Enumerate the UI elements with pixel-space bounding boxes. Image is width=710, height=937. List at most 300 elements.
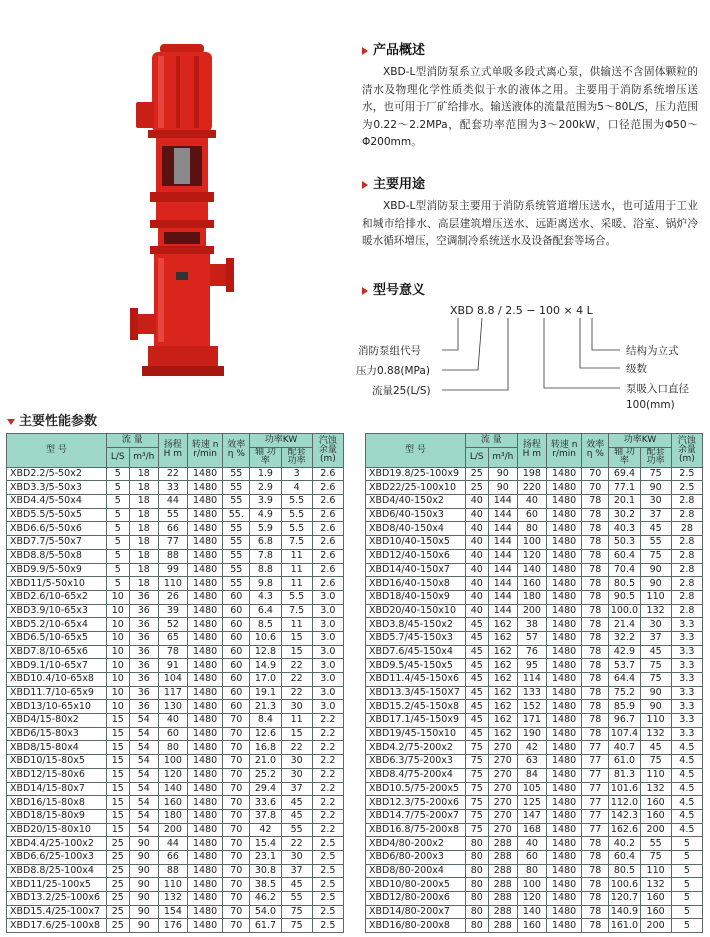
- table-cell: 78: [582, 590, 609, 604]
- table-cell: XBD8.8/5-50x8: [7, 549, 107, 563]
- table-cell: 2.8: [671, 563, 702, 577]
- table-cell: 90: [129, 905, 158, 919]
- table-cell: 80: [465, 850, 488, 864]
- table-cell: 144: [488, 604, 517, 618]
- table-cell: 15: [106, 768, 129, 782]
- table-cell: 54: [129, 768, 158, 782]
- table-cell: 18: [129, 577, 158, 591]
- table-cell: 110: [158, 577, 187, 591]
- table-cell: 10: [106, 631, 129, 645]
- table-cell: 54: [129, 714, 158, 728]
- table-cell: 5: [106, 536, 129, 550]
- table-cell: 1480: [187, 481, 222, 495]
- table-cell: 15: [106, 755, 129, 769]
- table-cell: 1480: [187, 919, 222, 933]
- table-cell: 45: [281, 796, 312, 810]
- table-cell: 132: [158, 892, 187, 906]
- table-row: [7, 796, 344, 810]
- table-cell: 76: [517, 645, 546, 659]
- table-cell: 5: [106, 481, 129, 495]
- table-cell: 162: [488, 631, 517, 645]
- table-cell: 78: [582, 864, 609, 878]
- table-cell: 11: [281, 577, 312, 591]
- table-cell: 4: [281, 481, 312, 495]
- table-cell: 37: [281, 864, 312, 878]
- table-cell: 3.0: [312, 590, 343, 604]
- table-cell: 70: [582, 481, 609, 495]
- table-row: [7, 467, 344, 481]
- table-cell: 21.0: [250, 755, 281, 769]
- table-cell: 66: [158, 522, 187, 536]
- label-pressure: 压力0.88(MPa): [356, 365, 430, 377]
- table-cell: 78: [582, 645, 609, 659]
- table-cell: 15: [281, 631, 312, 645]
- bullet-icon: [362, 47, 368, 55]
- table-cell: 45: [465, 631, 488, 645]
- table-cell: XBD8/40-150x4: [366, 522, 466, 536]
- table-cell: 36: [129, 686, 158, 700]
- table-cell: 90: [488, 481, 517, 495]
- col-shaft-power: 轴 功率: [609, 447, 640, 467]
- table-row: [366, 673, 703, 687]
- table-cell: 11: [281, 714, 312, 728]
- table-cell: 85.9: [609, 700, 640, 714]
- col-power: 功率KW: [609, 434, 671, 448]
- table-cell: 5: [106, 563, 129, 577]
- table-cell: 21.4: [609, 618, 640, 632]
- table-cell: 10: [106, 673, 129, 687]
- table-cell: 100.0: [610, 604, 639, 616]
- table-row: [366, 850, 703, 864]
- table-cell: 7.8: [250, 549, 281, 563]
- table-cell: 2.5: [312, 892, 343, 906]
- table-cell: 3.9: [250, 495, 281, 509]
- table-cell: 25: [465, 467, 488, 481]
- table-cell: 2.6: [312, 508, 343, 522]
- table-cell: 120: [517, 892, 546, 906]
- table-cell: 78: [582, 508, 609, 522]
- table-row: [7, 892, 344, 906]
- table-cell: 1480: [187, 864, 222, 878]
- table-cell: 36: [129, 645, 158, 659]
- table-cell: 65: [158, 631, 187, 645]
- table-cell: 1480: [187, 714, 222, 728]
- table-cell: XBD20/15-80x10: [7, 823, 107, 837]
- table-cell: 78: [582, 837, 609, 851]
- table-row: [7, 919, 344, 933]
- table-row: [7, 590, 344, 604]
- table-cell: 270: [488, 782, 517, 796]
- table-cell: 80.5: [609, 864, 640, 878]
- col-power: 功率KW: [250, 434, 312, 448]
- table-cell: 77: [582, 741, 609, 755]
- table-cell: 60: [223, 618, 250, 632]
- table-cell: 1480: [187, 796, 222, 810]
- table-cell: 70: [223, 864, 250, 878]
- table-cell: 55: [640, 536, 671, 550]
- table-cell: 1480: [546, 878, 581, 892]
- table-cell: 55.: [223, 508, 250, 522]
- table-cell: 1480: [187, 892, 222, 906]
- table-cell: XBD8/80-200x4: [366, 864, 466, 878]
- table-cell: 1480: [546, 549, 581, 563]
- table-cell: 3.0: [312, 645, 343, 659]
- table-cell: 26: [158, 590, 187, 604]
- table-cell: 25: [106, 905, 129, 919]
- table-cell: 36: [129, 673, 158, 687]
- table-cell: 112.0: [610, 796, 639, 808]
- table-cell: 200: [640, 919, 671, 933]
- table-cell: 77: [582, 809, 609, 823]
- table-row: [366, 727, 703, 741]
- table-cell: XBD6/15-80x3: [7, 727, 107, 741]
- table-cell: 132: [640, 878, 671, 892]
- table-cell: 78: [582, 522, 609, 536]
- table-cell: 45: [465, 618, 488, 632]
- table-cell: XBD15.4/25-100x7: [7, 905, 107, 919]
- table-cell: 78: [582, 919, 609, 933]
- table-cell: XBD11.4/45-150x6: [366, 673, 466, 687]
- table-cell: 1480: [187, 536, 222, 550]
- table-cell: 77: [582, 755, 609, 769]
- table-cell: 78: [582, 563, 609, 577]
- table-cell: 90: [129, 919, 158, 933]
- table-cell: 39: [158, 604, 187, 618]
- table-cell: 6.8: [250, 536, 281, 550]
- table-cell: 57: [517, 631, 546, 645]
- table-cell: XBD15.2/45-150x8: [366, 700, 466, 714]
- table-cell: 110: [640, 590, 671, 604]
- table-cell: 1480: [187, 659, 222, 673]
- table-cell: 75: [281, 919, 312, 933]
- table-cell: 114: [517, 673, 546, 687]
- table-cell: 288: [488, 905, 517, 919]
- table-cell: 75: [465, 768, 488, 782]
- table-cell: 2.2: [312, 782, 343, 796]
- table-cell: 55: [223, 549, 250, 563]
- table-cell: 45: [640, 741, 671, 755]
- table-cell: 3.0: [312, 631, 343, 645]
- table-cell: 1480: [546, 495, 581, 509]
- table-row: [366, 892, 703, 906]
- table-cell: 80: [465, 919, 488, 933]
- table-cell: 2.6: [312, 549, 343, 563]
- pump-image: [128, 42, 236, 382]
- table-row: [7, 673, 344, 687]
- table-cell: 200: [517, 604, 546, 618]
- table-cell: 78: [158, 645, 187, 659]
- table-cell: 2.2: [312, 796, 343, 810]
- table-cell: 142.3: [610, 810, 639, 822]
- table-cell: 80.5: [609, 577, 640, 591]
- table-cell: 5: [671, 905, 702, 919]
- table-cell: XBD11/25-100x5: [7, 878, 107, 892]
- table-cell: 1480: [546, 522, 581, 536]
- col-model: 型 号: [7, 434, 107, 468]
- table-cell: 10.6: [250, 631, 281, 645]
- table-cell: 2.9: [250, 481, 281, 495]
- table-cell: 5.9: [250, 522, 281, 536]
- table-row: [366, 645, 703, 659]
- table-cell: 55: [223, 577, 250, 591]
- table-row: [366, 618, 703, 632]
- table-cell: 25: [106, 892, 129, 906]
- table-row: [366, 549, 703, 563]
- table-cell: 1480: [546, 727, 581, 741]
- table-cell: 22: [281, 741, 312, 755]
- table-cell: XBD4.4/5-50x4: [7, 495, 107, 509]
- table-cell: 1480: [187, 673, 222, 687]
- table-cell: 78: [582, 631, 609, 645]
- table-cell: 1480: [546, 850, 581, 864]
- table-cell: 55: [281, 892, 312, 906]
- table-cell: 36: [129, 700, 158, 714]
- table-cell: 46.2: [250, 892, 281, 906]
- table-cell: 270: [488, 809, 517, 823]
- table-cell: 270: [488, 741, 517, 755]
- table-cell: 75: [640, 659, 671, 673]
- table-cell: 55: [223, 481, 250, 495]
- table-row: [366, 823, 703, 837]
- table-cell: 100: [158, 755, 187, 769]
- table-row: [7, 563, 344, 577]
- table-cell: 5: [671, 864, 702, 878]
- table-cell: 61.7: [250, 919, 281, 933]
- table-cell: 80: [517, 522, 546, 536]
- table-cell: 160: [640, 892, 671, 906]
- table-cell: 4.5: [671, 809, 702, 823]
- table-cell: 1480: [546, 604, 581, 618]
- table-cell: 78: [582, 673, 609, 687]
- table-cell: 14.9: [250, 659, 281, 673]
- table-cell: 28: [671, 522, 702, 536]
- table-cell: 75: [465, 796, 488, 810]
- table-cell: 4.5: [671, 768, 702, 782]
- table-cell: 70: [223, 892, 250, 906]
- table-row: [7, 645, 344, 659]
- table-row: [7, 782, 344, 796]
- table-cell: XBD16/80-200x8: [366, 919, 466, 933]
- table-cell: 30: [281, 700, 312, 714]
- table-cell: 105: [517, 782, 546, 796]
- col-head: 扬程 H m: [517, 434, 546, 468]
- performance-table-left: [6, 433, 344, 933]
- table-cell: XBD14/15-80x7: [7, 782, 107, 796]
- table-cell: 8.8: [250, 563, 281, 577]
- table-row: [7, 618, 344, 632]
- table-cell: 18: [129, 508, 158, 522]
- table-cell: 90: [640, 577, 671, 591]
- table-cell: XBD6.6/25-100x3: [7, 850, 107, 864]
- table-cell: 45: [465, 686, 488, 700]
- table-cell: XBD9.1/10-65x7: [7, 659, 107, 673]
- table-cell: 36: [129, 659, 158, 673]
- table-cell: 270: [488, 755, 517, 769]
- table-cell: 5: [671, 837, 702, 851]
- table-cell: 90: [129, 892, 158, 906]
- table-cell: 18: [129, 522, 158, 536]
- table-cell: 1480: [546, 892, 581, 906]
- table-cell: XBD19/45-150x10: [366, 727, 466, 741]
- table-cell: 15: [106, 809, 129, 823]
- table-cell: 2.2: [312, 727, 343, 741]
- table-cell: XBD17.6/25-100x8: [7, 919, 107, 933]
- table-cell: 75: [640, 549, 671, 563]
- table-cell: 40: [517, 495, 546, 509]
- table-cell: 1480: [546, 755, 581, 769]
- table-cell: 90: [640, 700, 671, 714]
- table-cell: 4.5: [671, 755, 702, 769]
- table-row: [7, 850, 344, 864]
- table-cell: 2.5: [312, 864, 343, 878]
- table-cell: 154: [158, 905, 187, 919]
- table-row: [7, 659, 344, 673]
- table-cell: 3.0: [312, 604, 343, 618]
- table-cell: 45: [465, 727, 488, 741]
- table-cell: 22: [281, 659, 312, 673]
- table-cell: 144: [488, 508, 517, 522]
- table-cell: 66: [158, 850, 187, 864]
- table-cell: 125: [517, 796, 546, 810]
- table-cell: 60: [158, 727, 187, 741]
- label-stages: 级数: [626, 363, 647, 375]
- table-cell: 38: [517, 618, 546, 632]
- table-cell: 2.6: [312, 481, 343, 495]
- table-cell: XBD9.5/45-150x5: [366, 659, 466, 673]
- table-cell: 5: [671, 878, 702, 892]
- table-row: [366, 796, 703, 810]
- table-cell: XBD14/40-150x7: [366, 563, 466, 577]
- table-cell: 1480: [546, 714, 581, 728]
- table-cell: 70: [223, 741, 250, 755]
- table-cell: 2.2: [312, 809, 343, 823]
- table-cell: 60: [223, 659, 250, 673]
- table-cell: XBD9.9/5-50x9: [7, 563, 107, 577]
- table-cell: 80: [465, 905, 488, 919]
- table-cell: 18: [129, 549, 158, 563]
- table-cell: 78: [582, 604, 609, 618]
- table-cell: XBD5.2/10-65x4: [7, 618, 107, 632]
- table-cell: 168: [517, 823, 546, 837]
- table-cell: 180: [158, 809, 187, 823]
- table-cell: XBD2.6/10-65x2: [7, 590, 107, 604]
- col-eff: 效率 η %: [223, 434, 250, 468]
- table-cell: 1480: [546, 536, 581, 550]
- table-cell: 15: [106, 741, 129, 755]
- table-cell: 40: [465, 563, 488, 577]
- table-cell: 200: [640, 823, 671, 837]
- table-cell: 54: [129, 741, 158, 755]
- table-row: [7, 549, 344, 563]
- table-cell: 7.5: [281, 536, 312, 550]
- table-cell: 12.8: [250, 645, 281, 659]
- table-cell: 70: [223, 727, 250, 741]
- col-model: 型 号: [366, 434, 466, 468]
- table-cell: 70: [223, 755, 250, 769]
- table-cell: 1480: [187, 905, 222, 919]
- table-row: [366, 590, 703, 604]
- table-row: [366, 755, 703, 769]
- table-cell: 5.5: [281, 522, 312, 536]
- table-cell: 25: [106, 837, 129, 851]
- table-cell: 144: [488, 549, 517, 563]
- table-row: [366, 495, 703, 509]
- table-cell: 15: [106, 714, 129, 728]
- table-cell: 18: [129, 467, 158, 481]
- table-row: [366, 741, 703, 755]
- table-cell: 162: [488, 645, 517, 659]
- table-cell: 60: [223, 590, 250, 604]
- table-cell: 132: [640, 727, 671, 741]
- table-cell: 110: [158, 878, 187, 892]
- table-cell: 162: [488, 727, 517, 741]
- table-cell: 40.3: [609, 522, 640, 536]
- table-row: [7, 631, 344, 645]
- table-cell: 40: [465, 604, 488, 618]
- table-cell: XBD6/40-150x3: [366, 508, 466, 522]
- table-cell: 42.9: [609, 645, 640, 659]
- table-cell: 144: [488, 536, 517, 550]
- table-cell: 45: [281, 878, 312, 892]
- table-cell: 140: [517, 563, 546, 577]
- table-cell: 75: [640, 850, 671, 864]
- table-cell: 1480: [546, 823, 581, 837]
- table-cell: 160: [640, 796, 671, 810]
- table-cell: 80: [158, 741, 187, 755]
- model-meaning-title: 型号意义: [362, 282, 425, 300]
- table-cell: 147: [517, 809, 546, 823]
- table-cell: 4.5: [671, 782, 702, 796]
- table-cell: 70: [223, 850, 250, 864]
- table-cell: 78: [582, 727, 609, 741]
- col-motor-power: 配套 功率: [281, 447, 312, 467]
- table-row: [7, 809, 344, 823]
- table-cell: 60.4: [609, 850, 640, 864]
- table-cell: 1480: [546, 673, 581, 687]
- table-cell: 140: [158, 782, 187, 796]
- table-cell: 120: [517, 549, 546, 563]
- table-cell: 1480: [546, 905, 581, 919]
- table-cell: XBD7.8/10-65x6: [7, 645, 107, 659]
- table-cell: 40: [517, 837, 546, 851]
- bullet-icon: [7, 419, 15, 425]
- table-cell: 133: [517, 686, 546, 700]
- label-structure: 结构为立式: [626, 345, 679, 357]
- table-cell: 162: [488, 714, 517, 728]
- table-cell: 288: [488, 850, 517, 864]
- table-cell: 32.2: [609, 631, 640, 645]
- table-cell: 45: [640, 645, 671, 659]
- table-row: [366, 782, 703, 796]
- table-cell: 4.5: [671, 741, 702, 755]
- table-cell: 1480: [546, 809, 581, 823]
- table-row: [7, 864, 344, 878]
- table-cell: 107.4: [610, 728, 639, 740]
- table-cell: 15: [281, 727, 312, 741]
- overview-title: 产品概述: [362, 42, 698, 60]
- table-cell: 7.5: [281, 604, 312, 618]
- table-cell: 1480: [546, 700, 581, 714]
- table-cell: 288: [488, 837, 517, 851]
- table-cell: 18: [129, 563, 158, 577]
- col-flow-m3h: m³/h: [488, 447, 517, 467]
- table-cell: 1.9: [250, 467, 281, 481]
- table-cell: 40: [465, 577, 488, 591]
- table-cell: 1480: [187, 467, 222, 481]
- table-cell: 130: [158, 700, 187, 714]
- table-cell: 2.8: [671, 604, 702, 618]
- table-cell: 2.5: [312, 850, 343, 864]
